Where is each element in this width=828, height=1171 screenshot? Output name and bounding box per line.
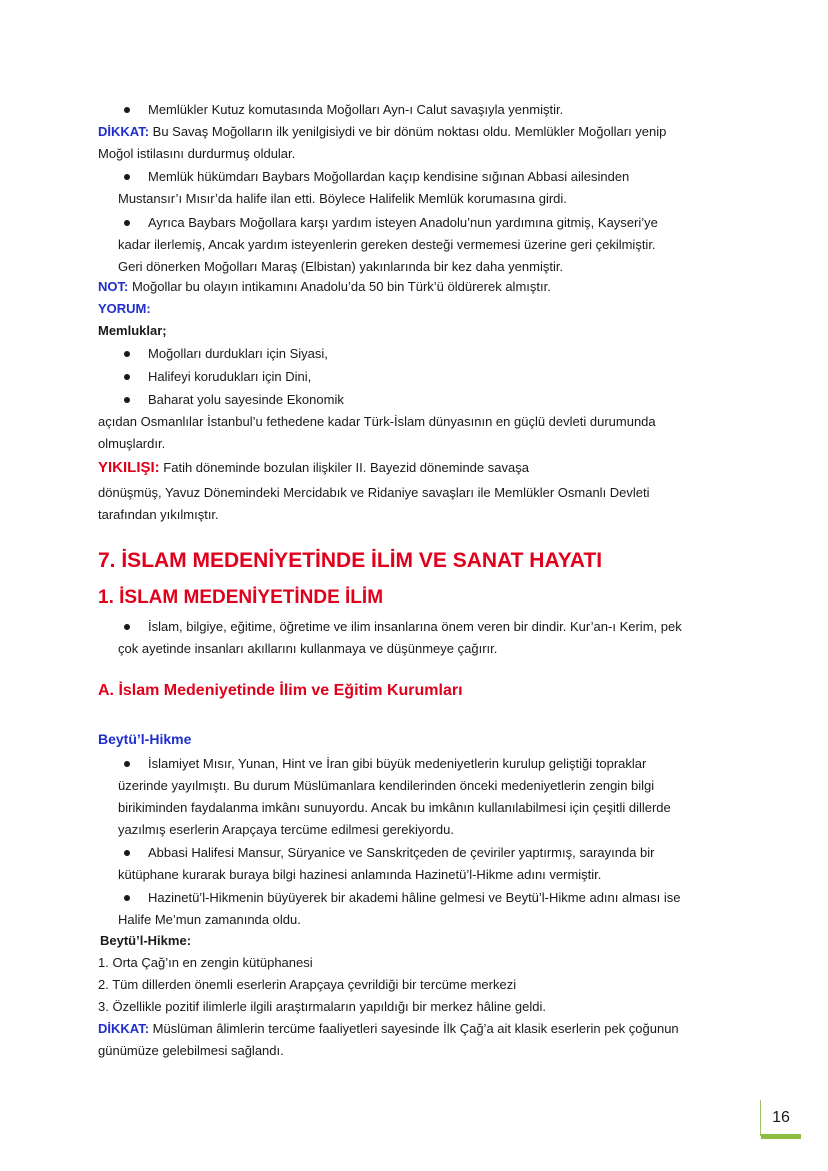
bullet-icon: [124, 220, 130, 226]
bullet-text: Memlükler Kutuz komutasında Moğolları Ayn-ı Calut savaşıyla yenmiştir.: [148, 102, 564, 117]
bullet-icon: [124, 850, 130, 856]
bullet-icon: [124, 397, 130, 403]
note-not: [98, 276, 732, 298]
bullet-item: [118, 753, 732, 841]
bullet-text: İslamiyet Mısır, Yunan, Hint ve İran gibi büyük medeniyetlerin kurulup geliştiği topraklar: [148, 756, 647, 771]
paragraph-line: açıdan Osmanlılar İstanbul’u fethedene kadar Türk-İslam dünyasının en güçlü devleti durumunda: [98, 414, 656, 429]
bullet-text: Moğolları durdukları için Siyasi,: [148, 346, 328, 361]
bullet-text: Halifeyi korudukları için Dini,: [148, 369, 312, 384]
bullet-text-cont: yazılmış eserlerin Arapçaya tercüme edilmesi gerekiyordu.: [118, 822, 454, 837]
dikkat-label: DİKKAT:: [98, 124, 150, 139]
yorum-label: YORUM:: [98, 301, 151, 316]
paragraph-line: Moğol istilasını durdurmuş oldular.: [98, 146, 296, 161]
bullet-text-cont: Geri dönerken Moğolları Maraş (Elbistan) yakınlarında bir kez daha yenmiştir.: [118, 259, 564, 274]
numbered-item: 3. Özellikle pozitif ilimlerle ilgili araştırmaların yapıldığı bir merkez hâline geldi.: [98, 999, 546, 1014]
bullet-item: [118, 887, 732, 931]
bullet-text: Memlük hükümdarı Baybars Moğollardan kaçıp kendisine sığınan Abbasi ailesinden: [148, 169, 630, 184]
not-label: NOT:: [98, 279, 129, 294]
bullet-text: Baharat yolu sayesinde Ekonomik: [148, 392, 344, 407]
bullet-text-cont: kütüphane kurarak buraya bilgi hazinesi anlamında Hazinetü’l-Hikme adını vermiştir.: [118, 867, 602, 882]
list-heading: Beytü’l-Hikme:: [100, 933, 192, 948]
paragraph-line: günümüze gelebilmesi sağlandı.: [98, 1043, 284, 1058]
bullet-item: [118, 166, 732, 210]
numbered-item: 2. Tüm dillerden önemli eserlerin Arapçaya çevrildiği bir tercüme merkezi: [98, 977, 517, 992]
bullet-icon: [124, 374, 130, 380]
bullet-text-cont: çok ayetinde insanları akıllarını kullanmaya ve düşünmeye çağırır.: [118, 641, 498, 656]
subsection-a-title: A. İslam Medeniyetinde İlim ve Eğitim Kurumları: [98, 682, 463, 699]
bullet-text: Abbasi Halifesi Mansur, Süryanice ve Sanskritçeden de çeviriler yaptırmış, sarayında bir: [148, 845, 655, 860]
not-text: Moğollar bu olayın intikamını Anadolu’da 50 bin Türk’ü öldürerek almıştır.: [128, 279, 551, 294]
bullet-item: [118, 99, 732, 121]
bullet-icon: [124, 174, 130, 180]
bullet-text-cont: üzerinde yayılmıştı. Bu durum Müslümanlara kendilerinden önceki medeniyetlerin zengin bilgi: [118, 778, 655, 793]
dikkat-label: DİKKAT:: [98, 1021, 150, 1036]
memluklar-heading: Memluklar;: [98, 323, 167, 338]
dikkat-text: Bu Savaş Moğolların ilk yenilgisiydi ve bir dönüm noktası oldu. Memlükler Moğolları yenip: [149, 124, 667, 139]
bullet-item: [118, 343, 732, 365]
bullet-text-cont: kadar ilerlemiş, Ancak yardım isteyenlerin gereken desteği vermemesi üzerine geri çekilmiştir.: [118, 237, 656, 252]
bullet-item: [118, 366, 732, 388]
paragraph-line: olmuşlardır.: [98, 436, 166, 451]
dikkat-text: Müslüman âlimlerin tercüme faaliyetleri sayesinde İlk Çağ’a ait klasik eserlerin pek çoğunun: [149, 1021, 679, 1036]
bullet-item: [118, 389, 732, 411]
numbered-item: 1. Orta Çağ’ın en zengin kütüphanesi: [98, 955, 313, 970]
bullet-text-cont: Mustansır’ı Mısır’da halife ilan etti. Böylece Halifelik Memlük korumasına girdi.: [118, 191, 567, 206]
page-number-bar: [761, 1134, 801, 1139]
note-yikilis: [98, 457, 732, 479]
bullet-item: [118, 616, 732, 660]
bullet-text: Ayrıca Baybars Moğollara karşı yardım isteyen Anadolu’nun yardımına gitmiş, Kayseri’ye: [148, 215, 658, 230]
yikilis-text: Fatih döneminde bozulan ilişkiler II. Bayezid döneminde savaşa: [159, 460, 529, 475]
section-title: 7. İSLAM MEDENİYETİNDE İLİM VE SANAT HAYATI: [98, 549, 603, 572]
yikilis-label: YIKILIŞI:: [98, 459, 160, 476]
paragraph-line: tarafından yıkılmıştır.: [98, 507, 219, 522]
bullet-icon: [124, 761, 130, 767]
beytul-hikme-heading: Beytü’l-Hikme: [98, 731, 192, 747]
bullet-text-cont: Halife Me’mun zamanında oldu.: [118, 912, 301, 927]
bullet-item: [118, 842, 732, 886]
page-number: 16: [772, 1109, 790, 1126]
bullet-icon: [124, 351, 130, 357]
bullet-icon: [124, 624, 130, 630]
bullet-text: İslam, bilgiye, eğitime, öğretime ve ilim insanlarına önem veren bir dindir. Kur’an-ı Kerim, pek: [148, 619, 682, 634]
subsection-title: 1. İSLAM MEDENİYETİNDE İLİM: [98, 587, 384, 608]
bullet-icon: [124, 107, 130, 113]
bullet-text-cont: birikiminden faydalanma imkânı sunuyordu. Ancak bu imkânın kullanılabilmesi için çeşitli dillerde: [118, 800, 671, 815]
paragraph-line: dönüşmüş, Yavuz Dönemindeki Mercidabık ve Ridaniye savaşları ile Memlükler Osmanlı Devleti: [98, 485, 650, 500]
note-dikkat: [98, 121, 732, 143]
bullet-icon: [124, 895, 130, 901]
note-dikkat: [98, 1018, 732, 1040]
bullet-item: [118, 212, 732, 278]
bullet-text: Hazinetü’l-Hikmenin büyüyerek bir akademi hâline gelmesi ve Beytü’l-Hikme adını alması ise: [148, 890, 681, 905]
